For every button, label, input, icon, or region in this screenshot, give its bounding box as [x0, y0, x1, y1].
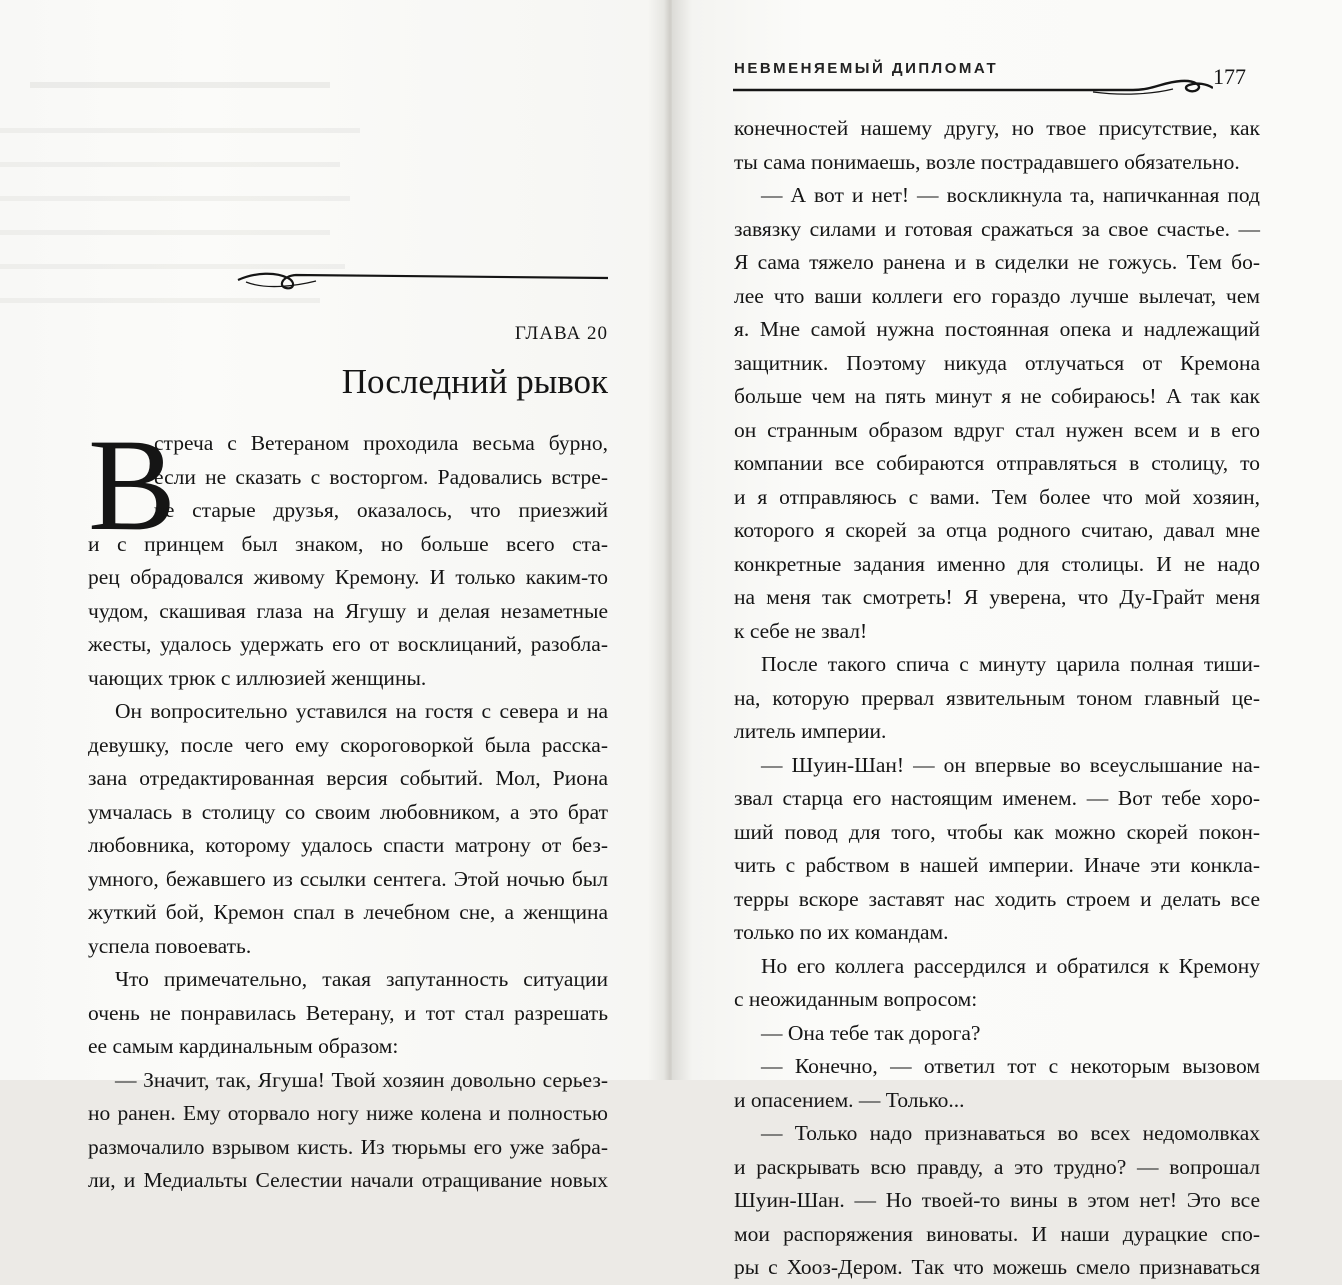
- chapter-number: ГЛАВА 20: [514, 323, 608, 344]
- text-line: Он вопросительно уставился на гостя с севера и на: [115, 699, 608, 723]
- text-line: размочалило взрывом кисть. Из тюрьмы его уже забра-: [88, 1134, 608, 1159]
- text-line: я. Мне самой нужна постоянная опека и надлежащий: [734, 317, 1260, 341]
- text-line: зана отредактированная версия событий. Мол, Риона: [88, 766, 608, 790]
- text-line: завязку силами и готовая сражаться за свое счастье. —: [734, 216, 1260, 241]
- header-ornament-rule: [733, 72, 1213, 98]
- text-line: стреча с Ветераном проходила весьма бурно,: [154, 431, 608, 455]
- page-number: 177: [1213, 64, 1246, 89]
- text-line: — Значит, так, Ягуша! Твой хозяин довольно серьез-: [115, 1067, 608, 1092]
- chapter-title: Последний рывок: [341, 362, 608, 401]
- text-line: успела повоевать.: [88, 933, 252, 958]
- text-line: чить с рабством в нашей империи. Иначе эти конкла-: [734, 853, 1260, 877]
- text-line: конечностей нашему другу, но твое присутствие, как: [734, 116, 1260, 140]
- text-line: жуткий бой, Кремон спал в лечебном сне, а женщина: [88, 900, 608, 924]
- text-line: Шуин-Шан. — Но твоей-то вины в этом нет! Это все: [734, 1188, 1260, 1212]
- text-line: че старые друзья, оказалось, что приезжий: [154, 498, 608, 522]
- text-line: — Конечно, — ответил тот с некоторым вызовом: [761, 1054, 1260, 1078]
- chapter-ornament: [236, 262, 608, 296]
- text-line: ты сама понимаешь, возле пострадавшего обязательно.: [734, 149, 1240, 174]
- text-line: чающих трюк с иллюзией женщины.: [88, 665, 427, 690]
- text-line: ее самым кардинальным образом:: [88, 1034, 399, 1058]
- text-line: если не сказать с восторгом. Радовались встре-: [154, 464, 608, 489]
- text-line: — Она тебе так дорога?: [761, 1020, 981, 1045]
- text-line: девушку, после чего ему скороговоркой была расска-: [88, 732, 608, 757]
- text-line: умного, бежавшего из ссылки сентега. Этой ночью был: [88, 866, 608, 891]
- text-line: которого я скорей за отца родного считаю, давал мне: [734, 518, 1260, 542]
- text-line: только по их командам.: [734, 920, 949, 944]
- text-line: — Шуин-Шан! — он впервые во всеуслышание на-: [761, 752, 1260, 777]
- text-line: и опасением. — Только...: [734, 1087, 965, 1112]
- text-line: жесты, удалось удержать его от восклицаний, разобла-: [88, 632, 608, 656]
- text-line: больше чем на пять минут я не собираюсь! А так как: [734, 384, 1260, 408]
- left-page-text: [88, 427, 608, 1198]
- text-line: конкретные задания именно для столицы. И не надо: [734, 551, 1260, 576]
- text-line: рец обрадовался живому Кремону. И только каким-то: [88, 565, 608, 589]
- text-line: терры вскоре заставят нас ходить строем и делать все: [734, 886, 1260, 911]
- right-page-text: [734, 112, 1260, 1285]
- text-line: к себе не звал!: [734, 618, 868, 643]
- text-line: После такого спича с минуту царила полная тиши-: [761, 652, 1260, 676]
- text-line: на, которую прервал язвительным тоном главный це-: [734, 685, 1260, 710]
- text-line: и с принцем был знаком, но больше всего ста-: [88, 531, 608, 556]
- text-line: и я отправляюсь с вами. Тем более что мой хозяин,: [734, 484, 1260, 509]
- text-line: ший повод для того, чтобы как можно скорей покон-: [734, 819, 1260, 844]
- text-line: — Только надо признаваться во всех недомолвках: [761, 1121, 1260, 1145]
- text-line: Но его коллега рассердился и обратился к Кремону: [761, 953, 1260, 978]
- left-page: [0, 0, 668, 1192]
- text-line: — А вот и нет! — воскликнула та, напичканная под: [761, 183, 1260, 207]
- text-line: лее что ваши коллеги его гораздо лучше вылечат, чем: [734, 283, 1260, 308]
- text-line: но ранен. Ему оторвало ногу ниже колена и полностью: [88, 1101, 608, 1125]
- drop-cap: В: [88, 411, 177, 558]
- text-line: звал старца его настоящим именем. — Вот тебе хоро-: [734, 786, 1260, 810]
- text-line: защитник. Поэтому никуда отлучаться от Кремона: [734, 350, 1260, 375]
- text-line: любовника, которому удалось спасти матрону от без-: [88, 833, 608, 857]
- text-line: и раскрывать всю правду, а это трудно? — вопрошал: [734, 1154, 1260, 1179]
- text-line: Что примечательно, такая запутанность ситуации: [115, 967, 608, 991]
- bleed-through-text: [0, 70, 380, 110]
- text-line: мои распоряжения виноваты. И наши дурацкие спо-: [734, 1221, 1260, 1246]
- text-line: чудом, скашивая глаза на Ягушу и делая незаметные: [88, 598, 608, 623]
- running-head: НЕВМЕНЯЕМЫЙ ДИПЛОМАТ: [734, 60, 999, 77]
- text-line: он странным образом вдруг стал нужен всем и в его: [734, 417, 1260, 442]
- text-line: литель империи.: [734, 719, 887, 743]
- text-line: Я сама тяжело ранена и в сиделки не гожусь. Тем бо-: [734, 250, 1260, 274]
- text-line: очень не понравилась Ветерану, и тот стал разрешать: [88, 1000, 608, 1025]
- text-line: ры с Хооз-Дером. Так что можешь смело признаваться: [734, 1255, 1260, 1279]
- text-line: умчалась в столицу со своим любовником, а это брат: [88, 799, 608, 824]
- text-line: с неожиданным вопросом:: [734, 987, 978, 1011]
- text-line: компании все собираются отправляться в столицу, то: [734, 451, 1260, 475]
- text-line: ли, и Медиальты Селестии начали отращивание новых: [88, 1168, 608, 1192]
- text-line: на меня так смотреть! Я уверена, что Ду-Грайт меня: [734, 585, 1260, 609]
